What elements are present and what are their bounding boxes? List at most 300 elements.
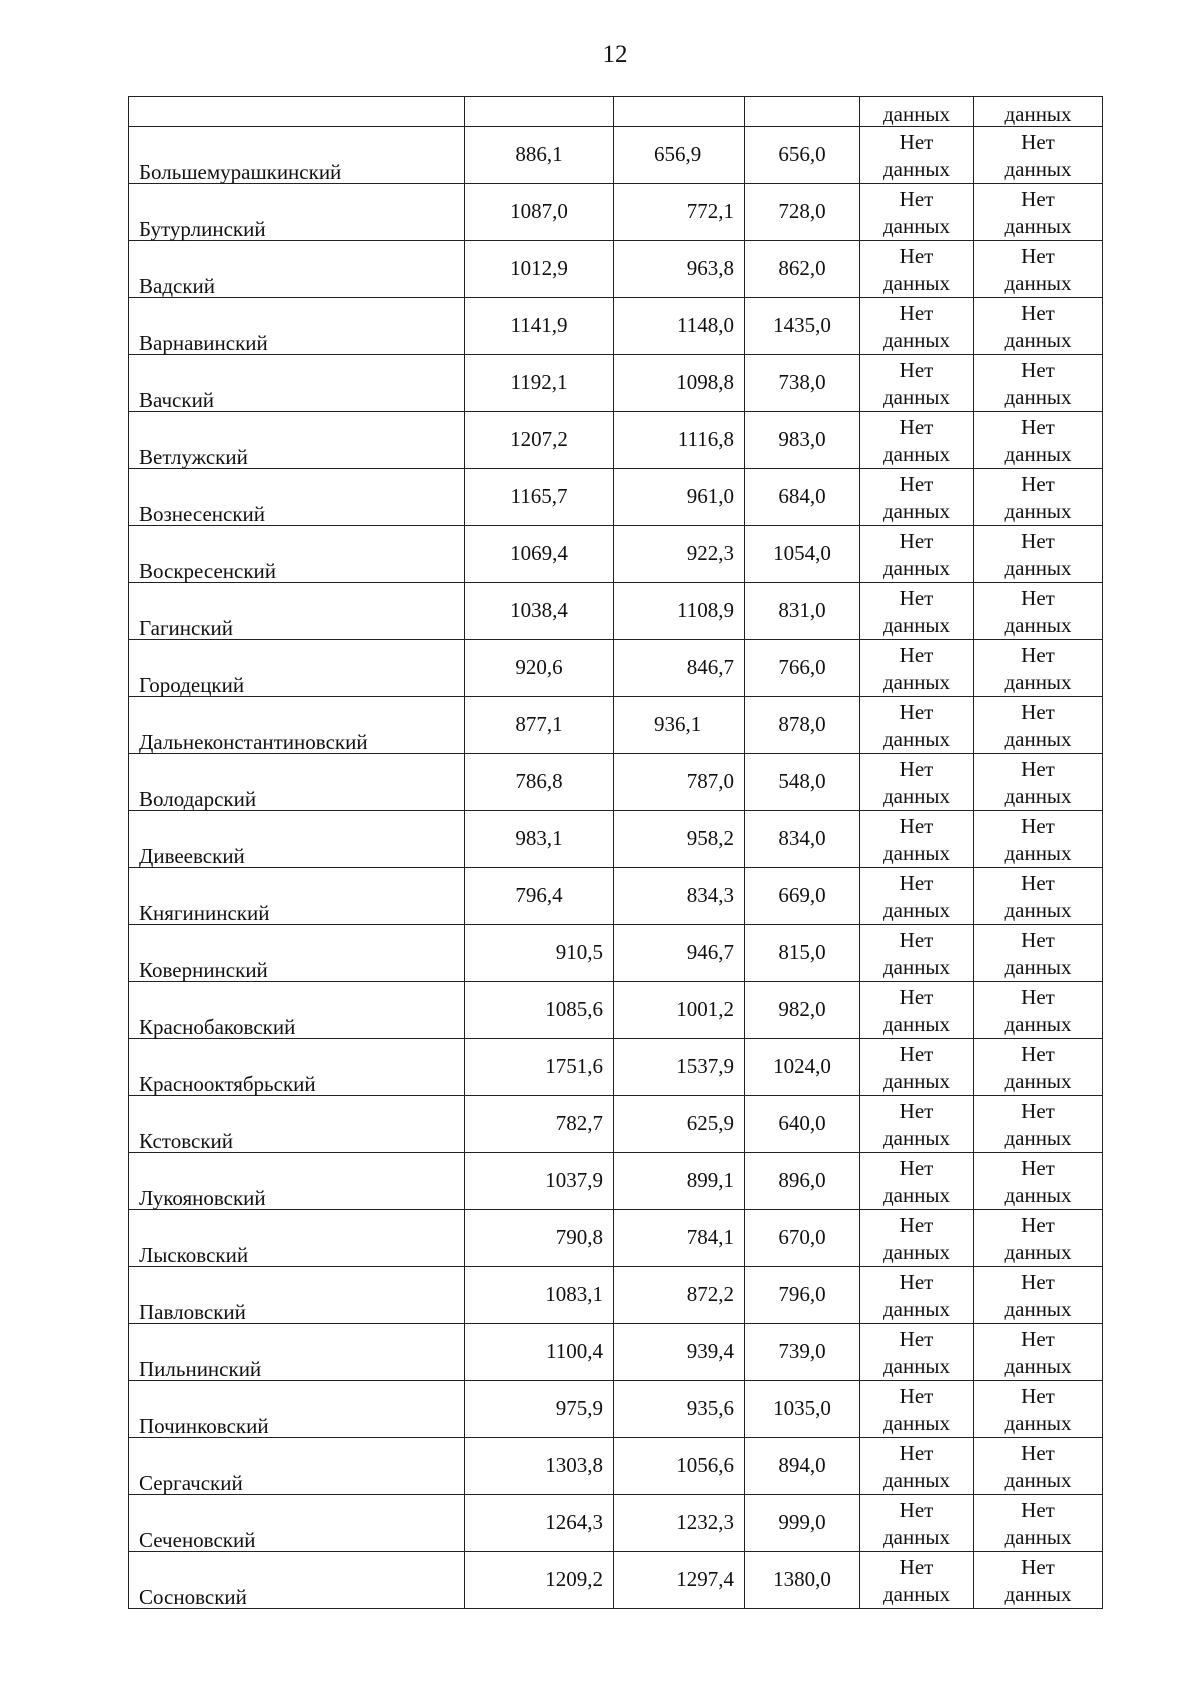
no-data-cell xyxy=(974,298,1103,355)
table-row xyxy=(129,1324,1103,1381)
district-name-cell xyxy=(129,241,465,298)
value-cell-2 xyxy=(614,1381,745,1438)
no-data-word-2: данных xyxy=(1004,1468,1072,1492)
district-name: Вадский xyxy=(139,274,216,298)
no-data-word-2: данных xyxy=(1004,214,1072,238)
no-data-word-2: данных xyxy=(1004,1069,1072,1093)
value-2: 936,1 xyxy=(654,712,702,736)
district-name: Княгининский xyxy=(139,901,270,925)
value-1: 1085,6 xyxy=(545,997,603,1021)
value-cell-3 xyxy=(745,1552,860,1609)
value-2: 922,3 xyxy=(686,541,734,565)
table-row xyxy=(129,355,1103,412)
value-3: 738,0 xyxy=(778,370,826,394)
value-cell-2 xyxy=(614,298,745,355)
no-data-word-2: данных xyxy=(882,271,951,295)
value-2: 872,2 xyxy=(686,1282,734,1306)
value-cell-3 xyxy=(745,1324,860,1381)
no-data-word-2: данных xyxy=(882,898,951,922)
district-name-cell xyxy=(129,982,465,1039)
value-cell-2 xyxy=(614,127,745,184)
value-1: 1038,4 xyxy=(510,598,568,622)
no-data-word-1: Нет xyxy=(1021,1213,1055,1237)
value-cell-3 xyxy=(745,640,860,697)
value-cell-1 xyxy=(465,412,614,469)
district-name: Ветлужский xyxy=(139,445,248,469)
district-name-cell xyxy=(129,1210,465,1267)
district-name: Пильнинский xyxy=(139,1357,262,1381)
no-data-word-2: данных xyxy=(1004,1297,1072,1321)
no-data-word-2: данных xyxy=(882,499,951,523)
no-data-cell xyxy=(974,583,1103,640)
table-row xyxy=(129,1381,1103,1438)
no-data-word-2: данных xyxy=(882,955,951,979)
table-row xyxy=(129,754,1103,811)
no-data-word-2: данных xyxy=(882,214,951,238)
table-row xyxy=(129,1552,1103,1609)
value-cell-1 xyxy=(465,925,614,982)
district-name: Дивеевский xyxy=(139,844,245,868)
value-cell-3 xyxy=(745,1153,860,1210)
value-1: 1303,8 xyxy=(545,1453,603,1477)
value-cell-1 xyxy=(465,754,614,811)
no-data-word-2: данных xyxy=(882,1183,951,1207)
value-cell-3 xyxy=(745,127,860,184)
value-cell-1 xyxy=(465,1210,614,1267)
value-1: 920,6 xyxy=(515,655,563,679)
table-row xyxy=(129,1267,1103,1324)
no-data-word-2: данных xyxy=(1004,841,1072,865)
no-data-cell xyxy=(860,1210,974,1267)
district-name-cell xyxy=(129,1096,465,1153)
value-cell-2 xyxy=(614,868,745,925)
no-data-word-1: Нет xyxy=(1021,871,1055,895)
no-data-word-1: Нет xyxy=(899,415,934,439)
no-data-word-1: Нет xyxy=(899,472,934,496)
no-data-word-1: Нет xyxy=(1021,757,1055,781)
no-data-word-2: данных xyxy=(882,328,951,352)
district-name: Кстовский xyxy=(139,1129,233,1153)
district-name: Варнавинский xyxy=(139,331,268,355)
no-data-word-1: Нет xyxy=(899,928,934,952)
value-2: 1098,8 xyxy=(676,370,734,394)
value-1: 1037,9 xyxy=(545,1168,603,1192)
value-cell-2 xyxy=(614,1210,745,1267)
value-2: 656,9 xyxy=(654,142,702,166)
table-row xyxy=(129,241,1103,298)
no-data-word-2: данных xyxy=(1004,1411,1072,1435)
district-name: Сеченовский xyxy=(139,1528,256,1552)
value-cell-2 xyxy=(614,1552,745,1609)
no-data-word-1: Нет xyxy=(1021,301,1055,325)
value-1: 1264,3 xyxy=(545,1510,603,1534)
value-cell-1 xyxy=(465,697,614,754)
no-data-word-1: Нет xyxy=(1021,1555,1055,1579)
value-1: 975,9 xyxy=(555,1396,603,1420)
no-data-cell xyxy=(860,1039,974,1096)
value-1: 910,5 xyxy=(555,940,603,964)
value-cell-1 xyxy=(465,1552,614,1609)
value-cell-1 xyxy=(465,241,614,298)
value-3: 1024,0 xyxy=(773,1054,831,1078)
no-data-cell xyxy=(974,811,1103,868)
no-data-word-2: данных xyxy=(882,1411,951,1435)
no-data-text: данных xyxy=(882,102,951,126)
value-1: 790,8 xyxy=(555,1225,603,1249)
no-data-cell xyxy=(974,184,1103,241)
no-data-word-1: Нет xyxy=(899,301,934,325)
no-data-word-2: данных xyxy=(1004,1012,1072,1036)
district-name-cell xyxy=(129,412,465,469)
no-data-word-1: Нет xyxy=(899,529,934,553)
district-name-cell xyxy=(129,298,465,355)
value-cell-2 xyxy=(614,241,745,298)
no-data-cell xyxy=(860,469,974,526)
value-2: 784,1 xyxy=(686,1225,734,1249)
value-cell-2 xyxy=(614,355,745,412)
value-cell-3 xyxy=(745,298,860,355)
value-cell-3 xyxy=(745,1096,860,1153)
table-row xyxy=(129,526,1103,583)
no-data-word-1: Нет xyxy=(1021,358,1055,382)
value-cell-3 xyxy=(745,1438,860,1495)
table-row xyxy=(129,697,1103,754)
no-data-word-2: данных xyxy=(882,1297,951,1321)
value-3: 1054,0 xyxy=(773,541,831,565)
value-cell-1 xyxy=(465,1153,614,1210)
no-data-word-2: данных xyxy=(1004,1183,1072,1207)
no-data-cell xyxy=(860,1495,974,1552)
district-name-cell xyxy=(129,811,465,868)
value-2: 939,4 xyxy=(686,1339,734,1363)
no-data-word-1: Нет xyxy=(1021,700,1055,724)
no-data-cell xyxy=(974,526,1103,583)
no-data-word-1: Нет xyxy=(1021,643,1055,667)
value-cell xyxy=(465,97,614,127)
value-cell xyxy=(745,97,860,127)
data-table xyxy=(128,96,1103,1609)
no-data-word-2: данных xyxy=(882,442,951,466)
no-data-word-2: данных xyxy=(882,556,951,580)
no-data-word-1: Нет xyxy=(899,244,934,268)
value-3: 739,0 xyxy=(778,1339,826,1363)
no-data-cell xyxy=(974,1552,1103,1609)
value-3: 999,0 xyxy=(778,1510,826,1534)
district-name: Вачский xyxy=(139,388,215,412)
no-data-word-2: данных xyxy=(882,1069,951,1093)
no-data-cell xyxy=(860,355,974,412)
no-data-word-2: данных xyxy=(1004,157,1072,181)
no-data-word-2: данных xyxy=(882,784,951,808)
no-data-cell xyxy=(974,1267,1103,1324)
name-cell xyxy=(129,97,465,127)
value-cell-2 xyxy=(614,1153,745,1210)
value-1: 796,4 xyxy=(515,883,563,907)
value-cell-1 xyxy=(465,184,614,241)
district-name-cell xyxy=(129,1324,465,1381)
no-data-word-2: данных xyxy=(882,385,951,409)
table-row-continuation xyxy=(129,97,1103,127)
district-name: Павловский xyxy=(139,1300,246,1324)
no-data-word-1: Нет xyxy=(1021,1270,1055,1294)
value-cell-2 xyxy=(614,640,745,697)
no-data-word-1: Нет xyxy=(1021,130,1055,154)
value-1: 1083,1 xyxy=(545,1282,603,1306)
no-data-word-2: данных xyxy=(882,1012,951,1036)
district-name-cell xyxy=(129,868,465,925)
value-cell-1 xyxy=(465,298,614,355)
value-cell-1 xyxy=(465,355,614,412)
value-3: 728,0 xyxy=(778,199,826,223)
no-data-word-1: Нет xyxy=(1021,1042,1055,1066)
table-row xyxy=(129,184,1103,241)
table-row xyxy=(129,1210,1103,1267)
value-cell-2 xyxy=(614,1324,745,1381)
table-row xyxy=(129,1495,1103,1552)
no-data-word-1: Нет xyxy=(1021,472,1055,496)
district-name-cell xyxy=(129,640,465,697)
no-data-word-1: Нет xyxy=(1021,1498,1055,1522)
no-data-word-1: Нет xyxy=(899,187,934,211)
value-cell-2 xyxy=(614,1096,745,1153)
no-data-word-1: Нет xyxy=(899,1441,934,1465)
no-data-word-2: данных xyxy=(882,670,951,694)
value-2: 1116,8 xyxy=(677,427,734,451)
district-name: Лукояновский xyxy=(139,1186,266,1210)
no-data-word-2: данных xyxy=(882,613,951,637)
value-cell-3 xyxy=(745,925,860,982)
no-data-word-2: данных xyxy=(882,1468,951,1492)
no-data-word-2: данных xyxy=(1004,328,1072,352)
district-name: Вознесенский xyxy=(139,502,266,526)
value-cell-3 xyxy=(745,355,860,412)
no-data-word-1: Нет xyxy=(1021,529,1055,553)
value-cell-1 xyxy=(465,583,614,640)
no-data-word-2: данных xyxy=(1004,1582,1072,1606)
no-data-cell xyxy=(974,241,1103,298)
no-data-cell xyxy=(974,469,1103,526)
value-1: 1100,4 xyxy=(546,1339,603,1363)
table-row xyxy=(129,925,1103,982)
no-data-cell xyxy=(860,1096,974,1153)
no-data-word-1: Нет xyxy=(1021,985,1055,1009)
district-name: Сергачский xyxy=(139,1471,243,1495)
value-cell-3 xyxy=(745,1039,860,1096)
no-data-word-2: данных xyxy=(1004,499,1072,523)
table-row xyxy=(129,1153,1103,1210)
value-cell-2 xyxy=(614,469,745,526)
value-3: 815,0 xyxy=(778,940,826,964)
district-name-cell xyxy=(129,754,465,811)
no-data-cell xyxy=(974,754,1103,811)
no-data-cell xyxy=(974,1096,1103,1153)
no-data-word-1: Нет xyxy=(899,130,934,154)
no-data-word-1: Нет xyxy=(899,814,934,838)
no-data-cell xyxy=(860,1153,974,1210)
no-data-word-1: Нет xyxy=(899,700,934,724)
no-data-word-2: данных xyxy=(1004,670,1072,694)
value-3: 548,0 xyxy=(778,769,826,793)
value-cell-1 xyxy=(465,1096,614,1153)
value-3: 878,0 xyxy=(778,712,826,736)
district-name: Бутурлинский xyxy=(139,217,266,241)
value-1: 1069,4 xyxy=(510,541,568,565)
no-data-word-1: Нет xyxy=(1021,1384,1055,1408)
value-2: 1001,2 xyxy=(676,997,734,1021)
no-data-cell xyxy=(860,982,974,1039)
no-data-cell xyxy=(974,97,1103,127)
value-cell-2 xyxy=(614,184,745,241)
district-name-cell xyxy=(129,1381,465,1438)
value-cell-3 xyxy=(745,754,860,811)
no-data-cell xyxy=(860,811,974,868)
value-cell-3 xyxy=(745,583,860,640)
value-cell-3 xyxy=(745,868,860,925)
value-1: 1192,1 xyxy=(510,370,568,394)
table-row xyxy=(129,811,1103,868)
district-name-cell xyxy=(129,583,465,640)
value-1: 1751,6 xyxy=(545,1054,603,1078)
district-name-cell xyxy=(129,697,465,754)
no-data-word-1: Нет xyxy=(899,1042,934,1066)
no-data-word-2: данных xyxy=(882,841,951,865)
no-data-word-1: Нет xyxy=(899,1327,934,1351)
value-cell-2 xyxy=(614,412,745,469)
value-1: 983,1 xyxy=(515,826,563,850)
no-data-cell xyxy=(974,1324,1103,1381)
value-2: 946,7 xyxy=(686,940,734,964)
no-data-word-1: Нет xyxy=(899,1384,934,1408)
value-2: 625,9 xyxy=(686,1111,734,1135)
value-3: 834,0 xyxy=(778,826,826,850)
district-name-cell xyxy=(129,1438,465,1495)
no-data-cell xyxy=(974,925,1103,982)
no-data-word-1: Нет xyxy=(899,1099,934,1123)
value-2: 958,2 xyxy=(686,826,734,850)
no-data-word-2: данных xyxy=(882,1582,951,1606)
table-body xyxy=(129,97,1103,1609)
district-name: Дальнеконстантиновский xyxy=(139,730,368,754)
no-data-word-2: данных xyxy=(1004,1525,1072,1549)
value-3: 862,0 xyxy=(778,256,826,280)
no-data-word-1: Нет xyxy=(899,586,934,610)
district-name-cell xyxy=(129,184,465,241)
district-name-cell xyxy=(129,1039,465,1096)
table-row xyxy=(129,1096,1103,1153)
value-2: 961,0 xyxy=(686,484,734,508)
district-name-cell xyxy=(129,127,465,184)
no-data-word-1: Нет xyxy=(899,1213,934,1237)
value-3: 896,0 xyxy=(778,1168,826,1192)
no-data-word-1: Нет xyxy=(1021,1156,1055,1180)
no-data-cell xyxy=(974,1495,1103,1552)
no-data-text: данных xyxy=(1004,102,1072,126)
value-3: 1435,0 xyxy=(773,313,831,337)
no-data-word-2: данных xyxy=(1004,784,1072,808)
value-cell-3 xyxy=(745,1495,860,1552)
no-data-word-1: Нет xyxy=(899,757,934,781)
value-3: 983,0 xyxy=(778,427,826,451)
no-data-word-1: Нет xyxy=(1021,1441,1055,1465)
district-name: Воскресенский xyxy=(139,559,277,583)
value-cell-1 xyxy=(465,1438,614,1495)
value-3: 640,0 xyxy=(778,1111,826,1135)
district-name: Краснооктябрьский xyxy=(139,1072,316,1096)
no-data-cell xyxy=(860,1267,974,1324)
value-cell-2 xyxy=(614,697,745,754)
district-name: Володарский xyxy=(139,787,257,811)
value-1: 1165,7 xyxy=(510,484,568,508)
value-cell-1 xyxy=(465,1324,614,1381)
value-cell-3 xyxy=(745,1267,860,1324)
value-2: 772,1 xyxy=(686,199,734,223)
value-cell-2 xyxy=(614,925,745,982)
value-1: 1209,2 xyxy=(545,1567,603,1591)
no-data-cell xyxy=(860,925,974,982)
no-data-word-1: Нет xyxy=(899,1498,934,1522)
no-data-word-1: Нет xyxy=(899,1270,934,1294)
value-cell-1 xyxy=(465,1267,614,1324)
district-name-cell xyxy=(129,355,465,412)
table-row xyxy=(129,298,1103,355)
value-cell-1 xyxy=(465,811,614,868)
value-2: 834,3 xyxy=(686,883,734,907)
no-data-cell xyxy=(860,241,974,298)
no-data-word-1: Нет xyxy=(1021,928,1055,952)
no-data-word-2: данных xyxy=(882,1525,951,1549)
no-data-cell xyxy=(860,526,974,583)
value-cell-1 xyxy=(465,640,614,697)
no-data-cell xyxy=(860,697,974,754)
no-data-word-2: данных xyxy=(1004,613,1072,637)
value-cell xyxy=(614,97,745,127)
value-3: 656,0 xyxy=(778,142,826,166)
value-cell-3 xyxy=(745,811,860,868)
value-1: 1087,0 xyxy=(510,199,568,223)
no-data-word-2: данных xyxy=(882,1126,951,1150)
value-3: 796,0 xyxy=(778,1282,826,1306)
no-data-word-1: Нет xyxy=(899,643,934,667)
no-data-word-1: Нет xyxy=(899,985,934,1009)
value-2: 899,1 xyxy=(686,1168,734,1192)
value-cell-2 xyxy=(614,1438,745,1495)
value-cell-1 xyxy=(465,469,614,526)
no-data-word-1: Нет xyxy=(1021,415,1055,439)
no-data-word-2: данных xyxy=(1004,271,1072,295)
district-name-cell xyxy=(129,1267,465,1324)
no-data-cell xyxy=(860,184,974,241)
district-name: Большемурашкинский xyxy=(139,160,342,184)
table-row xyxy=(129,982,1103,1039)
value-cell-1 xyxy=(465,1381,614,1438)
table-row xyxy=(129,1438,1103,1495)
value-cell-1 xyxy=(465,982,614,1039)
value-1: 886,1 xyxy=(515,142,563,166)
no-data-word-2: данных xyxy=(882,727,951,751)
no-data-cell xyxy=(974,1153,1103,1210)
district-name: Лысковский xyxy=(139,1243,249,1267)
table-row xyxy=(129,127,1103,184)
table-row xyxy=(129,583,1103,640)
value-2: 1232,3 xyxy=(676,1510,734,1534)
district-name-cell xyxy=(129,469,465,526)
district-name: Ковернинский xyxy=(139,958,268,982)
value-2: 846,7 xyxy=(686,655,734,679)
no-data-cell xyxy=(974,355,1103,412)
no-data-word-2: данных xyxy=(1004,955,1072,979)
no-data-word-2: данных xyxy=(1004,898,1072,922)
value-cell-1 xyxy=(465,1495,614,1552)
